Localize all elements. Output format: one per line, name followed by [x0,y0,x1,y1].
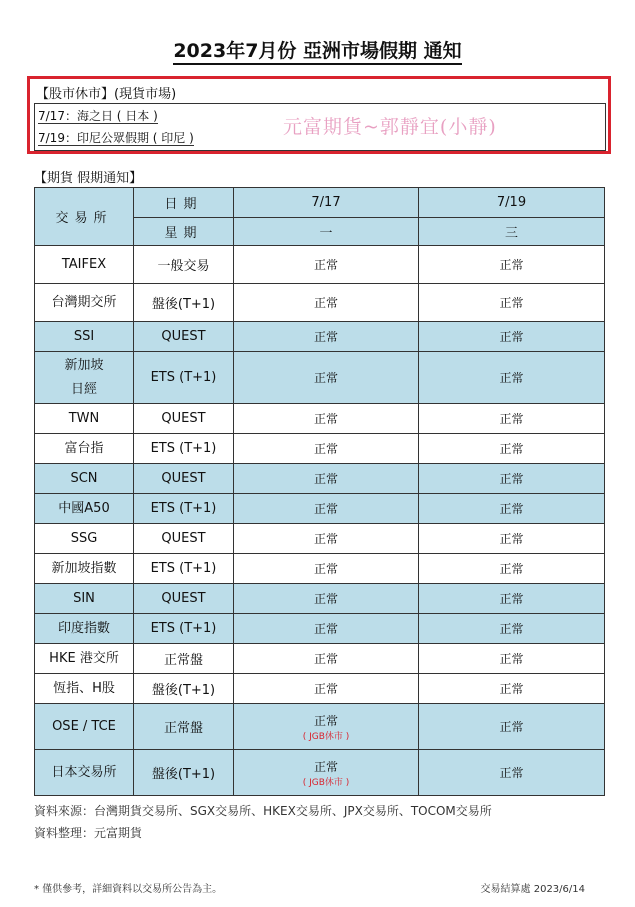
weekday-col-2: 三 [419,218,605,246]
data-compiled-by: 資料整理：元富期貨 [34,826,143,840]
table-row [35,284,605,322]
status-date-2: 正常 [419,750,605,796]
session-type: QUEST [134,322,234,352]
stock-closure-list [34,103,606,151]
status-date-1: 正常 [234,434,419,464]
date-label: 日期 [134,188,234,218]
session-type: 一般交易 [134,246,234,284]
status-date-1: 正常 [234,554,419,584]
exchange-code: OSE / TCE [35,704,134,750]
stock-closure-box [27,76,611,154]
status-date-2: 正常 [419,284,605,322]
exchange-name: 恆指、H股 [35,674,134,704]
status-date-2: 正常 [419,524,605,554]
exchange-code: SSG [35,524,134,554]
table-row [35,750,605,796]
jgb-closed-note: ( JGB休市 ) [302,777,350,788]
exchange-code: SCN [35,464,134,494]
status-date-2: 正常 [419,322,605,352]
closure-line-indonesia: 7/19：印尼公眾假期 ( 印尼 ) [38,131,194,145]
table-row [35,246,605,284]
disclaimer: * 僅供參考，詳細資料以交易所公告為主。 [34,884,223,895]
table-row [35,524,605,554]
status-date-1: 正常 [234,644,419,674]
table-row [35,464,605,494]
weekday-col-1: 一 [234,218,419,246]
session-type: QUEST [134,464,234,494]
exchange-name: 富台指 [35,434,134,464]
author-signature: 元富期貨~郭靜宜(小靜) [283,116,497,138]
table-row [35,704,605,750]
status-date-2: 正常 [419,464,605,494]
exchange-name: 中國A50 [35,494,134,524]
page-title: 2023年7月份 亞洲市場假期 通知 [0,36,635,63]
header-row-date [35,188,605,218]
status-date-2: 正常 [419,494,605,524]
table-row [35,584,605,614]
status-date-1: 正常 [234,524,419,554]
session-type: ETS (T+1) [134,352,234,404]
date-col-1: 7/17 [234,188,419,218]
futures-holiday-table [34,187,605,796]
status-date-1: 正常 [234,674,419,704]
data-source: 資料來源：台灣期貨交易所、SGX交易所、HKEX交易所、JPX交易所、TOCOM交易所 [34,804,492,818]
exchange-code: HKE 港交所 [35,644,134,674]
stock-closure-heading: 【股市休市】(現貨市場) [36,87,177,102]
table-row [35,494,605,524]
table-row [35,614,605,644]
session-type: ETS (T+1) [134,434,234,464]
date-col-2: 7/19 [419,188,605,218]
weekday-label: 星期 [134,218,234,246]
session-type: 盤後(T+1) [134,674,234,704]
session-type: 盤後(T+1) [134,284,234,322]
status-date-1: 正常 [234,494,419,524]
status-date-2: 正常 [419,674,605,704]
status-date-1: 正常 [234,284,419,322]
status-date-2: 正常 [419,704,605,750]
session-type: ETS (T+1) [134,494,234,524]
status-date-2: 正常 [419,644,605,674]
status-date-1: 正常 [234,614,419,644]
exchange-name: 新加坡指數 [35,554,134,584]
session-type: 正常盤 [134,704,234,750]
session-type: 正常盤 [134,644,234,674]
status-date-2: 正常 [419,352,605,404]
status-date-1: 正常 [234,352,419,404]
table-row [35,434,605,464]
exchange-code: TAIFEX [35,246,134,284]
status-date-2: 正常 [419,554,605,584]
status-date-1: 正常 [234,246,419,284]
table-row [35,404,605,434]
table-row [35,554,605,584]
status-date-1: 正常 [234,584,419,614]
exchange-header: 交易所 [35,188,134,246]
session-type: 盤後(T+1) [134,750,234,796]
exchange-name: 日本交易所 [35,750,134,796]
exchange-name: 台灣期交所 [35,284,134,322]
status-date-1: 正常 [234,404,419,434]
exchange-name: 印度指數 [35,614,134,644]
table-row [35,644,605,674]
exchange-code: SIN [35,584,134,614]
session-type: ETS (T+1) [134,554,234,584]
session-type: QUEST [134,524,234,554]
issuer-date: 交易結算處 2023/6/14 [480,884,585,895]
status-date-2: 正常 [419,434,605,464]
status-date-2: 正常 [419,584,605,614]
status-date-1: 正常 [234,464,419,494]
closure-line-japan: 7/17：海之日 ( 日本 ) [38,109,158,123]
status-date-1: 正常 ( JGB休市 ) [234,750,419,796]
session-type: ETS (T+1) [134,614,234,644]
status-date-1: 正常 [234,322,419,352]
exchange-name: 新加坡 日經 [35,352,134,404]
session-type: QUEST [134,584,234,614]
table-row [35,352,605,404]
status-date-2: 正常 [419,246,605,284]
exchange-code: SSI [35,322,134,352]
status-date-2: 正常 [419,404,605,434]
status-date-1: 正常 ( JGB休市 ) [234,704,419,750]
table-row [35,322,605,352]
exchange-code: TWN [35,404,134,434]
table-row [35,674,605,704]
jgb-closed-note: ( JGB休市 ) [302,731,350,742]
futures-section-heading: 【期貨 假期通知】 [34,171,143,186]
status-date-2: 正常 [419,614,605,644]
session-type: QUEST [134,404,234,434]
